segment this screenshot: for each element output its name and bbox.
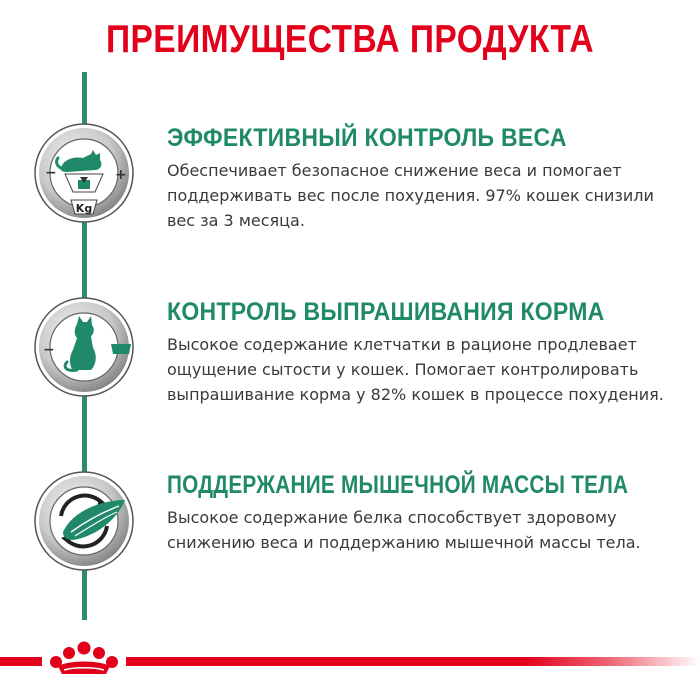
feature-text: Обеспечивает безопасное снижение веса и помогает поддерживать вес после похудения. 97% кошек снизили вес за 3 месяца.	[167, 161, 654, 230]
page-title: ПРЕИМУЩЕСТВА ПРОДУКТА	[105, 18, 595, 61]
royal-canin-crown-logo	[42, 634, 126, 676]
muscle-mass-icon	[33, 470, 135, 572]
icon-minus: −	[43, 342, 55, 358]
weight-control-cat-scale-icon	[33, 122, 135, 224]
feature-title: ЭФФЕКТИВНЫЙ КОНТРОЛЬ ВЕСА	[167, 124, 567, 152]
icon-plus: +	[115, 167, 127, 183]
feature-title: КОНТРОЛЬ ВЫПРАШИВАНИЯ КОРМА	[167, 298, 605, 326]
feature-text: Высокое содержание белка способствует здоровому снижению веса и поддержанию мышечной массы тела.	[167, 508, 641, 552]
feature-begging-control	[167, 297, 687, 407]
feature-title: ПОДДЕРЖАНИЕ МЫШЕЧНОЙ МАССЫ ТЕЛА	[167, 471, 629, 499]
begging-control-cat-icon	[33, 296, 135, 398]
kg-label: Kg	[75, 202, 93, 215]
feature-weight-control	[167, 123, 687, 233]
feature-muscle-mass	[167, 470, 687, 555]
feature-text: Высокое содержание клетчатки в рационе продлевает ощущение сытости у кошек. Помогает контролировать выпрашивание корма у 82% кошек в процессе похудения.	[167, 335, 664, 404]
icon-minus: −	[45, 165, 57, 181]
